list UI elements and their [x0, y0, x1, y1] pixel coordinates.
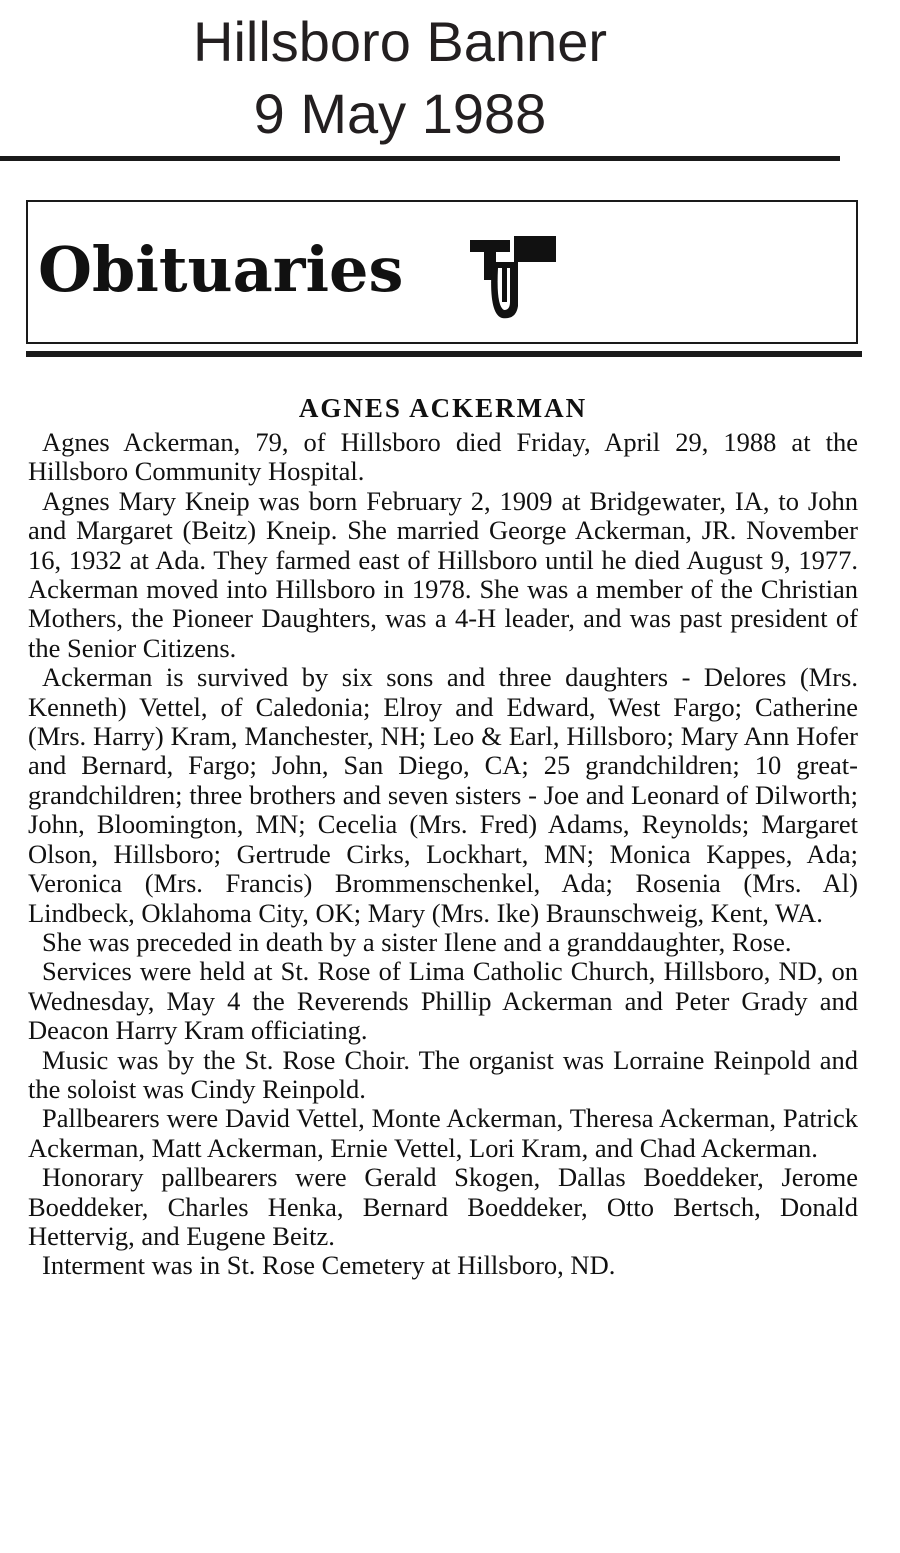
article-paragraph: Honorary pallbearers were Gerald Skogen, Dallas Boeddeker, Jerome Boeddeker, Charles Henka, Bernard Boeddeker, Otto Bertsch, Donald Hettervig, and Eugene Beitz. — [28, 1162, 858, 1251]
section-title: Obituaries — [38, 233, 404, 306]
newspaper-name: Hillsboro Banner — [193, 10, 607, 73]
obituary-headline: AGNES ACKERMAN — [298, 393, 588, 423]
obituaries-logo-icon — [468, 232, 558, 322]
article-paragraph: Pallbearers were David Vettel, Monte Ackerman, Theresa Ackerman, Patrick Ackerman, Matt Ackerman, Ernie Vettel, Lori Kram, and Chad Ackerman. — [28, 1103, 858, 1163]
section-rule — [26, 351, 862, 357]
publication-date: 9 May 1988 — [253, 82, 547, 145]
article-paragraph: Agnes Ackerman, 79, of Hillsboro died Friday, April 29, 1988 at the Hillsboro Community Hospital. — [28, 427, 858, 487]
article-paragraph: Music was by the St. Rose Choir. The organist was Lorraine Reinpold and the soloist was Cindy Reinpold. — [28, 1044, 858, 1104]
article-paragraph: Agnes Mary Kneip was born February 2, 1909 at Bridgewater, IA, to John and Margaret (Beitz) Kneip. She married George Ackerman, JR. November 16, 1932 at Ada. They farmed east of Hillsboro until he died August 9, 1977. Ackerman moved into Hillsboro in 1978. She was a member of the Christian Mothers, the Pioneer Daughters, was a 4-H leader, and was past president of the Senior Citizens. — [28, 485, 858, 663]
article-paragraph: Services were held at St. Rose of Lima Catholic Church, Hillsboro, ND, on Wednesday, May 4 the Reverends Phillip Ackerman and Peter Grady and Deacon Harry Kram officiating. — [28, 956, 858, 1046]
top-rule — [0, 156, 840, 161]
article-paragraph: Ackerman is survived by six sons and three daughters - Delores (Mrs. Kenneth) Vettel, of Caledonia; Elroy and Edward, West Fargo; Catherine (Mrs. Harry) Kram, Manchester, NH; Leo & Earl, Hillsboro; Mary Ann Hofer and Bernard, Fargo; John, San Diego, CA; 25 grandchildren; 10 great-grandchildren; three brothers and seven sisters - Joe and Leonard of Dilworth; John, Bloomington, MN; Cecelia (Mrs. Fred) Adams, Reynolds; Margaret Olson, Hillsboro; Gertrude Cirks, Lockhart, MN; Monica Kappes, Ada; Veronica (Mrs. Francis) Brommenschenkel, Ada; Rosenia (Mrs. Al) Lindbeck, Oklahoma City, OK; Mary (Mrs. Ike) Braunschweig, Kent, WA. — [28, 662, 858, 928]
article-paragraph: Interment was in St. Rose Cemetery at Hillsboro, ND. — [42, 1250, 616, 1281]
section-heading-box — [26, 200, 858, 344]
article-paragraph: She was preceded in death by a sister Ilene and a granddaughter, Rose. — [42, 926, 792, 957]
obituary-article — [28, 390, 858, 1281]
